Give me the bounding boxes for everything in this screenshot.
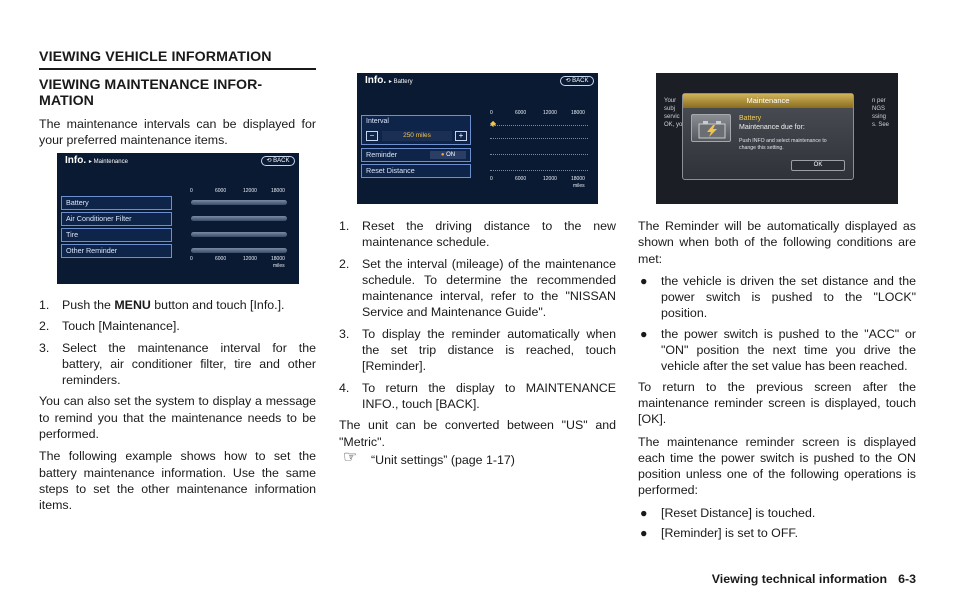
screen-title-bar <box>57 153 299 168</box>
tick-label: 6000 <box>515 110 527 116</box>
reference-hand-icon: ☞ <box>343 448 358 466</box>
tick-label: 18000 <box>571 176 585 182</box>
unit-paragraph: The unit can be converted between "US" and "Metric". <box>339 418 616 449</box>
footer-label: Viewing technical information <box>711 572 888 586</box>
battery-icon <box>691 114 731 142</box>
tick-label: 12000 <box>543 176 557 182</box>
dialog-body <box>739 114 849 132</box>
conditions-list <box>638 273 916 375</box>
column-1-lower <box>39 297 316 520</box>
unit-label: miles <box>573 183 585 189</box>
scale-line <box>490 170 588 171</box>
tick-label: 12000 <box>243 188 257 194</box>
tick-label: 12000 <box>543 110 557 116</box>
dialog-note: Push INFO and select maintenance to change this setting. <box>739 138 827 151</box>
tick-label: 18000 <box>571 110 585 116</box>
background-text-left: Your subj servic OK, yo <box>664 98 683 128</box>
operations-list <box>638 505 916 542</box>
maintenance-dialog <box>682 93 854 180</box>
menu-item-tire[interactable]: Tire <box>61 228 172 242</box>
scale-line <box>490 125 588 126</box>
menu-item-ac-filter[interactable]: Air Conditioner Filter <box>61 212 172 226</box>
tick-label: 12000 <box>243 256 257 262</box>
menu-item-other[interactable]: Other Reminder <box>61 244 172 258</box>
example-paragraph: The following example shows how to set the battery maintenance information. Use the same steps to set the other maintenance information items. <box>39 449 316 513</box>
step-1: 1. Reset the driving distance to the new maintenance schedule. <box>339 219 616 250</box>
minus-button[interactable]: − <box>366 131 378 141</box>
tick-label: 0 <box>190 188 193 194</box>
interval-label: Interval <box>366 118 389 125</box>
page-number: 6-3 <box>898 572 916 586</box>
sub-heading-line2: MATION <box>39 93 94 109</box>
dialog-title: Maintenance <box>683 94 853 108</box>
reminder-state: ● ON <box>430 151 466 159</box>
condition-item: ● the vehicle is driven the set distance and the power switch is pushed to the "LOCK" position. <box>640 273 916 321</box>
display-paragraph: The maintenance reminder screen is displayed each time the power switch is pushed to the ON position unless one of the following operations is performed: <box>638 434 916 498</box>
return-paragraph: To return to the previous screen after the maintenance reminder screen is displayed, touch [OK]. <box>638 379 916 427</box>
interval-bar <box>191 232 287 237</box>
step-2: 2. Touch [Maintenance]. <box>39 319 180 334</box>
reminder-paragraph: You can also set the system to display a message to remind you that the maintenance needs to be performed. <box>39 394 316 442</box>
step-1: 1. Push the MENU button and touch [Info.]. <box>39 298 285 312</box>
dialog-item: Battery <box>739 115 762 122</box>
back-button[interactable]: ⟲ BACK <box>261 156 295 166</box>
steps-list <box>39 297 316 388</box>
sub-heading-line1: VIEWING MAINTENANCE INFOR- <box>39 77 263 93</box>
column-2 <box>339 218 616 468</box>
section-heading: VIEWING VEHICLE INFORMATION <box>39 49 316 70</box>
intro-paragraph: The maintenance intervals can be displayed for your preferred maintenance items. <box>39 117 316 148</box>
back-button[interactable]: ⟲ BACK <box>560 76 594 86</box>
scale-line <box>490 138 588 139</box>
tick-label: 18000 <box>271 188 285 194</box>
page-footer <box>712 572 916 586</box>
step-2: 2. Set the interval (mileage) of the maintenance schedule. To determine the recommended maintenance interval, refer to the "NISSAN Service and Maintenance Guide". <box>339 256 616 320</box>
reminder-conditions-paragraph: The Reminder will be automatically displayed as shown when both of the following conditions are met: <box>638 219 916 266</box>
reset-distance-button[interactable]: Reset Distance <box>361 164 471 178</box>
interval-panel <box>361 115 471 145</box>
step-4: 4. To return the display to MAINTENANCE INFO., touch [BACK]. <box>339 380 616 411</box>
plus-button[interactable]: + <box>455 131 467 141</box>
interval-value: 250 miles <box>382 131 452 141</box>
battery-screen-image <box>357 73 598 204</box>
operation-item: ● [Reset Distance] is touched. <box>640 505 816 520</box>
tick-label: 6000 <box>215 188 227 194</box>
unit-label: miles <box>273 263 285 269</box>
tick-label: 6000 <box>215 256 227 262</box>
screen-title: Info. ▸ Battery <box>365 75 413 86</box>
operation-item: ● [Reminder] is set to OFF. <box>640 526 799 541</box>
screen-title-bar <box>357 73 598 88</box>
reminder-toggle[interactable]: Reminder ● ON <box>361 148 471 162</box>
column-1 <box>39 116 316 155</box>
condition-item: ● the power switch is pushed to the "ACC" or "ON" position the next time you drive the vehicle after the set value has been reached. <box>640 326 916 374</box>
step-3: 3. Select the maintenance interval for the battery, air conditioner filter, tire and other reminders. <box>39 340 316 388</box>
dialog-due: Maintenance due for: <box>739 124 805 131</box>
tick-label: 0 <box>490 176 493 182</box>
tick-label: 18000 <box>271 256 285 262</box>
scale-line <box>490 154 588 155</box>
screen-title: Info. ▸ Maintenance <box>65 155 128 166</box>
ok-button[interactable]: OK <box>791 160 845 171</box>
tick-label: 0 <box>490 110 493 116</box>
reminder-screen-image <box>656 73 898 204</box>
interval-marker: ◆ <box>490 119 497 128</box>
interval-bar <box>191 248 287 253</box>
interval-bar <box>191 216 287 221</box>
background-text-right: n per NGS ssing s. See <box>872 98 890 128</box>
tick-label: 6000 <box>515 176 527 182</box>
interval-bar <box>191 200 287 205</box>
steps-list <box>339 218 616 412</box>
step-3: 3. To display the reminder automatically when the set trip distance is reached, touch [Reminder]. <box>339 326 616 374</box>
menu-item-battery[interactable]: Battery <box>61 196 172 210</box>
column-3 <box>638 218 916 545</box>
cross-reference[interactable]: ☞ “Unit settings” (page 1-17) <box>343 448 515 467</box>
tick-label: 0 <box>190 256 193 262</box>
sub-heading <box>39 77 316 109</box>
maintenance-screen-image <box>57 153 299 284</box>
